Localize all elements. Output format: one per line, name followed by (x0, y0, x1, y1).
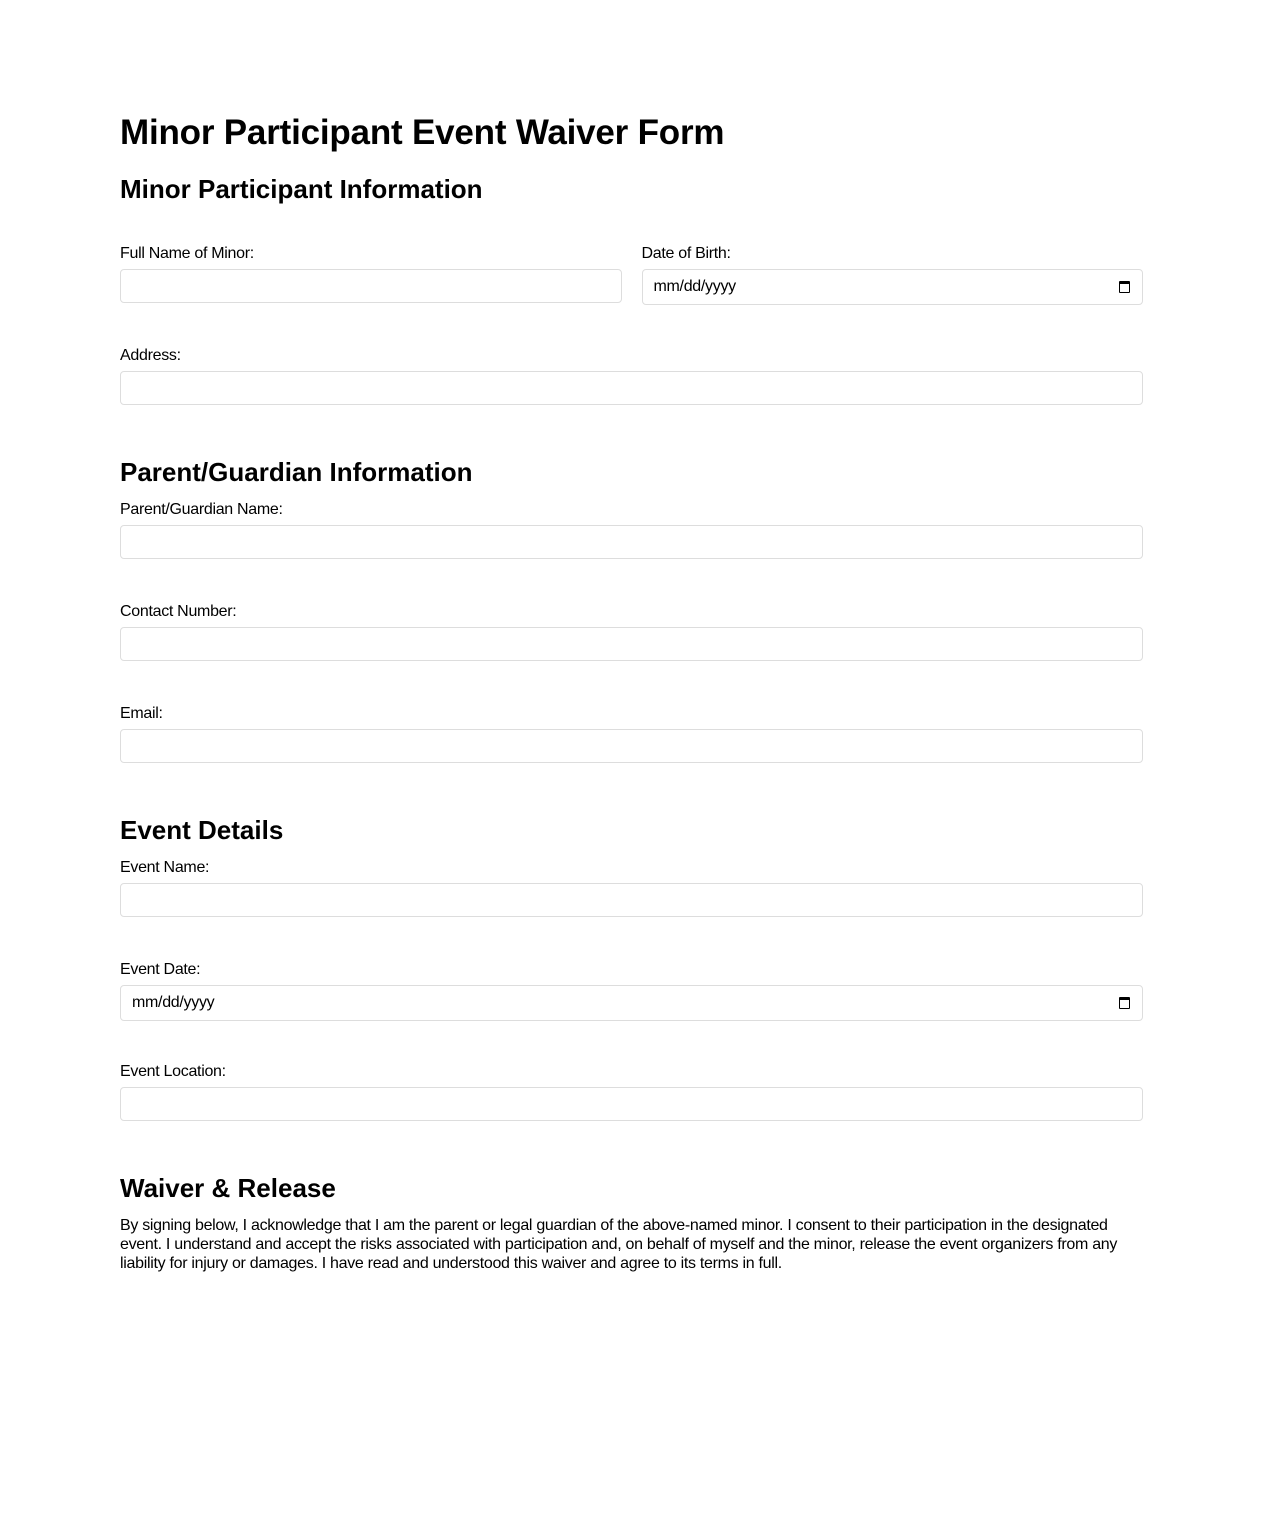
address-label: Address: (120, 347, 181, 364)
section-heading-waiver: Waiver & Release (120, 1173, 336, 1203)
address-input[interactable] (120, 371, 1143, 405)
contact-label: Contact Number: (120, 603, 237, 620)
full-name-input[interactable] (120, 269, 622, 303)
full-name-group (120, 244, 622, 303)
guardian-name-group (120, 500, 1143, 559)
guardian-name-input[interactable] (120, 525, 1143, 559)
page-title: Minor Participant Event Waiver Form (120, 113, 725, 152)
contact-group (120, 602, 1143, 661)
event-date-label: Event Date: (120, 961, 201, 978)
minor-row (120, 244, 1143, 346)
email-group (120, 704, 1143, 763)
dob-group (642, 244, 1144, 305)
email-input[interactable] (120, 729, 1143, 763)
event-date-input[interactable] (120, 985, 1143, 1021)
full-name-label: Full Name of Minor: (120, 245, 254, 262)
event-name-group (120, 858, 1143, 917)
email-label: Email: (120, 705, 163, 722)
event-date-group (120, 960, 1143, 1021)
event-name-label: Event Name: (120, 859, 210, 876)
waiver-form (120, 112, 1143, 1273)
dob-label: Date of Birth: (641, 245, 731, 262)
event-location-group (120, 1062, 1143, 1121)
dob-placeholder: mm/dd/yyyy (653, 278, 736, 295)
section-heading-minor: Minor Participant Information (120, 174, 483, 204)
guardian-name-label: Parent/Guardian Name: (120, 501, 283, 518)
calendar-icon[interactable] (1119, 281, 1130, 293)
event-location-input[interactable] (120, 1087, 1143, 1121)
section-heading-guardian: Parent/Guardian Information (120, 457, 473, 487)
address-group (120, 346, 1143, 405)
waiver-text: By signing below, I acknowledge that I am the parent or legal guardian of the above-named minor. I consent to their participation in the designated event. I understand and accept the risks associated with participation and, on behalf of myself and the minor, release the event organizers from any liability for injury or damages. I have read and understood this waiver and agree to its terms in full. (120, 1217, 1118, 1272)
contact-input[interactable] (120, 627, 1143, 661)
section-heading-event: Event Details (120, 815, 284, 845)
dob-input[interactable] (642, 269, 1144, 305)
event-name-input[interactable] (120, 883, 1143, 917)
event-date-placeholder: mm/dd/yyyy (132, 994, 215, 1011)
event-location-label: Event Location: (120, 1063, 226, 1080)
calendar-icon[interactable] (1119, 997, 1130, 1009)
